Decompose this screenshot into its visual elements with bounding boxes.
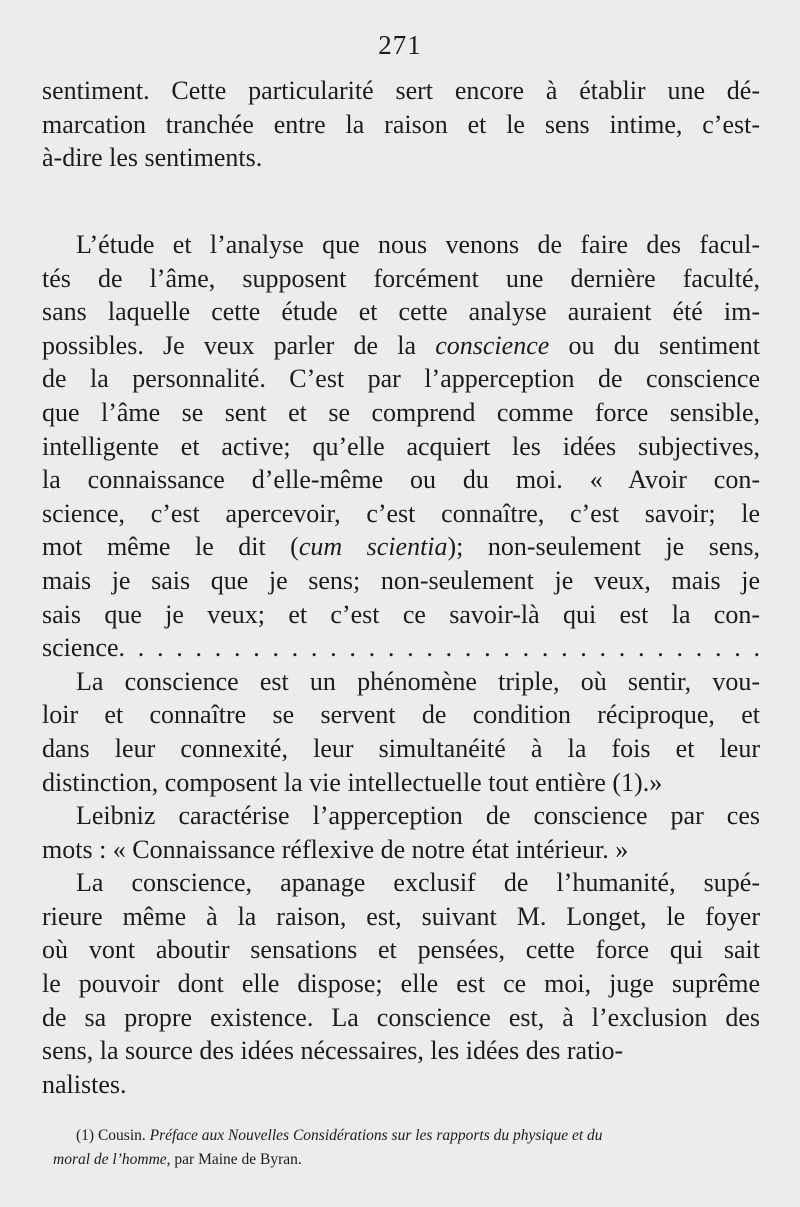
text-line: science. . . . . . . . . . . . . . . . . . . . . . . . . . . . . . . . . .: [42, 633, 760, 663]
text-line: la connaissance d’elle-même ou du moi. « Avoir con-: [42, 465, 760, 495]
main-text-block: [42, 228, 760, 1101]
footnote-title-end: moral de l’homme: [53, 1151, 167, 1168]
text-line: nalistes.: [42, 1069, 127, 1099]
text-line: La conscience est un phénomène triple, où sentir, vou-: [76, 666, 760, 696]
text-line: [42, 530, 760, 564]
text-line: dans leur connexité, leur simultanéité à la fois et leur: [42, 733, 760, 763]
text-line: tés de l’âme, supposent forcément une dernière faculté,: [42, 263, 760, 293]
text-run: possibles. Je veux parler de la: [42, 330, 436, 360]
text-line: à-dire les sentiments.: [42, 143, 263, 173]
text-run: mot même le dit (: [42, 532, 299, 562]
text-line: mais je sais que je sens; non-seulement je veux, mais je: [42, 565, 760, 595]
text-line: rieure même à la raison, est, suivant M. Longet, le foyer: [42, 901, 760, 931]
text-line: distinction, composent la vie intellectuelle tout entière (1).»: [42, 767, 663, 797]
text-run: ou du sentiment: [549, 330, 761, 360]
text-line: mots : « Connaissance réflexive de notre état intérieur. »: [42, 834, 629, 864]
footnote-marker: (1) Cousin.: [76, 1127, 146, 1144]
text-line: Leibniz caractérise l’apperception de conscience par ces: [76, 801, 760, 831]
text-line: sentiment. Cette particularité sert encore à établir une dé-: [42, 76, 760, 105]
italic-term: cum scientia: [298, 532, 448, 562]
footnote-line: [53, 1148, 762, 1172]
paragraph-continuation: [42, 74, 760, 175]
text-line: de la personnalité. C’est par l’apperception de conscience: [42, 364, 760, 394]
text-line: sans laquelle cette étude et cette analyse auraient été im-: [42, 297, 760, 327]
text-line: loir et connaître se servent de condition réciproque, et: [42, 700, 760, 730]
italic-term: conscience: [435, 330, 550, 360]
text-line: que l’âme se sent et se comprend comme force sensible,: [42, 397, 760, 427]
text-line: sens, la source des idées nécessaires, les idées des ratio-: [42, 1036, 624, 1066]
text-run: ); non-seulement je sens,: [447, 532, 760, 562]
text-line: marcation tranchée entre la raison et le sens intime, c’est-: [42, 109, 760, 139]
text-line: science, c’est apercevoir, c’est connaître, c’est savoir; le: [42, 498, 760, 528]
text-line: sais que je veux; et c’est ce savoir-là qui est la con-: [42, 599, 760, 629]
text-line: L’étude et l’analyse que nous venons de faire des facul-: [76, 230, 760, 259]
text-line: où vont aboutir sensations et pensées, cette force qui sait: [42, 935, 760, 965]
text-line: de sa propre existence. La conscience est, à l’exclusion des: [42, 1002, 760, 1032]
footnote-title: Préface aux Nouvelles Considérations sur les rapports du physique et du: [149, 1127, 603, 1144]
page-number: 271: [378, 30, 422, 60]
footnote-line: [76, 1124, 762, 1148]
footnote: [53, 1124, 762, 1172]
footnote-rest: , par Maine de Byran.: [166, 1151, 302, 1168]
text-line: intelligente et active; qu’elle acquiert les idées subjectives,: [42, 431, 760, 461]
text-line: La conscience, apanage exclusif de l’humanité, supé-: [76, 868, 760, 898]
text-line: [42, 329, 760, 363]
text-line: le pouvoir dont elle dispose; elle est ce moi, juge suprême: [42, 969, 760, 999]
